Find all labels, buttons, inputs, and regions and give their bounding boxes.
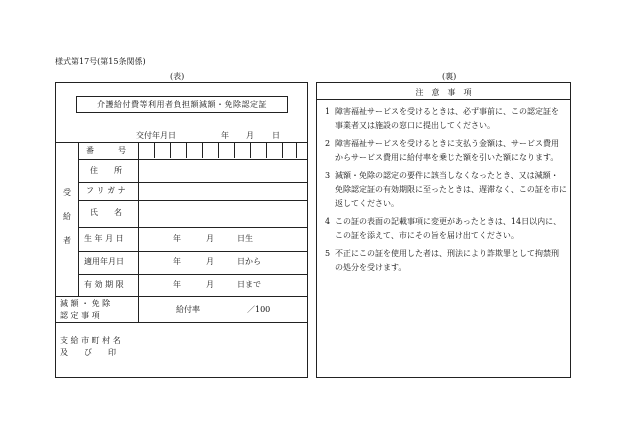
benefit-rate-denominator: ／100 <box>247 305 271 314</box>
page-title: 介護給付費等利用者負担額減額・免除認定証 <box>97 100 267 109</box>
number-cells <box>138 142 307 159</box>
front-side-label: (表) <box>170 72 185 81</box>
recipient-label-1: 受 <box>63 188 71 197</box>
name-label: 氏 名 <box>90 208 122 217</box>
issuer-label-line1: 支 給 市 町 村 名 <box>60 336 121 345</box>
title-box <box>76 96 288 113</box>
back-side-label: (裏) <box>442 72 457 81</box>
apply-year: 年 <box>173 257 181 266</box>
furigana-label: フ リ ガ ナ <box>86 186 126 195</box>
note-5-line2: の処分を受けます。 <box>335 263 407 272</box>
form-number: 様式第17号(第15条関係) <box>55 57 146 66</box>
notes-heading: 注 意 事 項 <box>415 88 472 97</box>
note-2-num: 2 <box>325 139 331 148</box>
issuer-label-line2: 及 び 印 <box>60 348 116 357</box>
note-1-num: 1 <box>325 107 331 116</box>
note-3-line3: 返してください。 <box>335 199 399 208</box>
apply-from-label: 適用年月日 <box>84 257 124 266</box>
note-5-num: 5 <box>325 249 331 258</box>
note-2-line2: からサービス費用に給付率を乗じた額を引いた額になります。 <box>335 153 559 162</box>
valid-suffix: 日まで <box>237 280 261 289</box>
apply-month: 月 <box>206 257 214 266</box>
birth-label: 生 年 月 日 <box>84 234 124 243</box>
issue-date-label: 交付年月日 <box>136 131 176 140</box>
issue-day: 日 <box>272 131 280 140</box>
issue-month: 月 <box>246 131 254 140</box>
valid-month: 月 <box>206 280 214 289</box>
valid-year: 年 <box>173 280 181 289</box>
recipient-label-2: 給 <box>63 212 71 221</box>
apply-suffix: 日から <box>237 257 261 266</box>
note-4-num: 4 <box>325 217 331 226</box>
reduction-label-line2: 認 定 事 項 <box>60 311 100 320</box>
valid-until-label: 有 効 期 限 <box>84 280 124 289</box>
benefit-rate-label: 給付率 <box>176 305 200 314</box>
birth-year: 年 <box>173 234 181 243</box>
note-3-num: 3 <box>325 171 331 180</box>
note-3-line2: 免除認定証の有効期限に至ったときは、遅滞なく、この証を市に <box>335 185 567 194</box>
note-1-line1: 障害福祉サービスを受けるときは、必ず事前に、この認定証を <box>335 107 559 116</box>
note-2-line1: 障害福祉サービスを受けるときに支払う金額は、サービス費用 <box>335 139 559 148</box>
note-1-line2: 事業者又は施設の窓口に提出してください。 <box>335 121 495 130</box>
front-card <box>55 82 308 378</box>
issue-year: 年 <box>221 131 229 140</box>
birth-suffix: 日生 <box>237 234 253 243</box>
back-card <box>316 82 571 378</box>
reduction-label-line1: 減 額 ・ 免 除 <box>60 299 111 308</box>
note-5-line1: 不正にこの証を使用した者は、刑法により詐欺罪として拘禁刑 <box>335 249 559 258</box>
note-4-line2: この証を添えて、市にその旨を届け出てください。 <box>335 231 519 240</box>
address-label: 住 所 <box>90 166 122 175</box>
birth-month: 月 <box>206 234 214 243</box>
note-4-line1: この証の表面の記載事項に変更があったときは、14日以内に、 <box>335 217 562 226</box>
note-3-line1: 減額・免除の認定の要件に該当しなくなったとき、又は減額・ <box>335 171 559 180</box>
number-label: 番 号 <box>86 146 126 155</box>
recipient-label-3: 者 <box>63 236 71 245</box>
